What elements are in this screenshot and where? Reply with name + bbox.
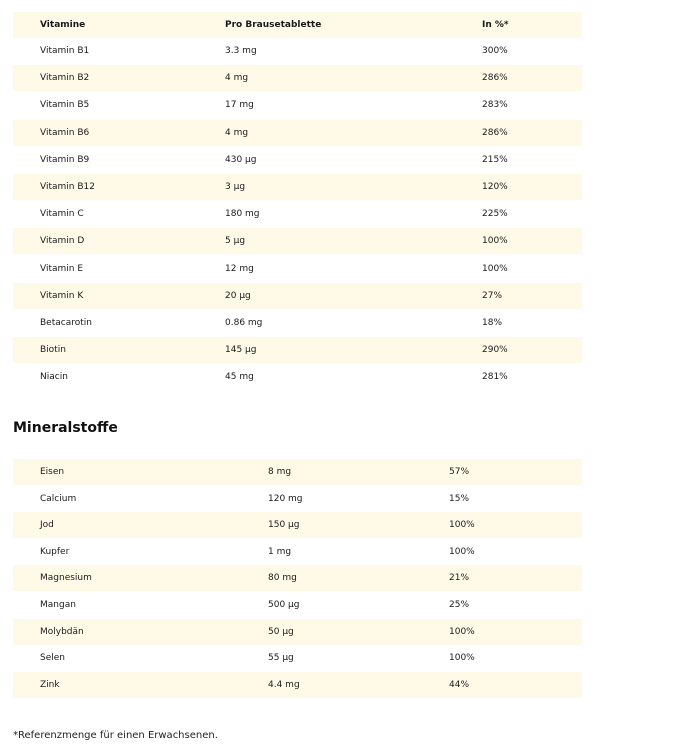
cell-name: Selen <box>40 653 65 664</box>
cell-percent: 215% <box>482 154 508 165</box>
cell-amount: 4 mg <box>225 127 249 138</box>
cell-amount: 3.3 mg <box>225 46 257 56</box>
cell-amount: 500 µg <box>268 600 300 610</box>
cell-percent: 100% <box>449 546 475 557</box>
cell-amount: 120 mg <box>268 493 303 504</box>
cell-name: Vitamin C <box>40 209 84 220</box>
table-row <box>13 120 582 146</box>
cell-amount: 17 mg <box>225 100 254 111</box>
cell-percent: 286% <box>482 73 508 84</box>
cell-name: Zink <box>40 679 60 690</box>
cell-amount: 8 mg <box>268 467 292 477</box>
cell-amount: 4 mg <box>225 73 249 84</box>
cell-amount: 80 mg <box>268 573 297 584</box>
table-row <box>13 283 582 309</box>
table-row <box>13 592 582 618</box>
cell-percent: 21% <box>449 573 470 584</box>
cell-percent: 100% <box>449 626 475 637</box>
reference-footnote: *Referenzmenge für einen Erwachsenen. <box>13 730 218 741</box>
cell-percent: 281% <box>482 372 508 383</box>
table-row <box>13 38 582 64</box>
cell-percent: 300% <box>482 46 508 56</box>
cell-percent: 15% <box>449 493 470 504</box>
cell-name: Vitamin D <box>40 236 85 247</box>
table-row <box>13 672 582 698</box>
cell-name: Kupfer <box>40 546 70 557</box>
cell-name: Vitamin B2 <box>40 73 90 84</box>
cell-amount: 145 µg <box>225 345 257 356</box>
cell-percent: 290% <box>482 345 508 356</box>
table-row <box>13 147 582 173</box>
table-row <box>13 256 582 282</box>
cell-name: Eisen <box>40 467 65 477</box>
cell-name: Vitamin K <box>40 290 84 301</box>
cell-percent: 44% <box>449 679 470 690</box>
cell-name: Magnesium <box>40 573 92 584</box>
cell-percent: 283% <box>482 100 508 111</box>
table-row <box>13 565 582 591</box>
cell-amount: 50 µg <box>268 626 294 637</box>
cell-amount: 12 mg <box>225 263 254 274</box>
cell-percent: 25% <box>449 600 470 610</box>
minerals-section-title: Mineralstoffe <box>13 420 118 436</box>
cell-amount: 4.4 mg <box>268 679 300 690</box>
cell-name: Vitamin B6 <box>40 127 90 138</box>
table-row <box>13 174 582 200</box>
cell-name: Molybdän <box>40 626 84 637</box>
cell-amount: 180 mg <box>225 209 260 220</box>
table-row <box>13 92 582 118</box>
table-row <box>13 619 582 645</box>
table-row <box>13 337 582 363</box>
vitamin-table-header <box>13 12 582 38</box>
cell-name: Biotin <box>40 345 66 356</box>
cell-amount: 430 µg <box>225 154 257 165</box>
cell-name: Niacin <box>40 372 68 383</box>
cell-amount: 55 µg <box>268 653 294 664</box>
cell-percent: 18% <box>482 318 503 328</box>
cell-amount: 0.86 mg <box>225 318 263 328</box>
header-in-percent: In %* <box>482 20 509 30</box>
cell-amount: 150 µg <box>268 520 300 531</box>
cell-percent: 57% <box>449 467 470 477</box>
cell-percent: 120% <box>482 182 508 192</box>
cell-amount: 3 µg <box>225 182 246 192</box>
cell-name: Vitamin B12 <box>40 182 95 192</box>
cell-name: Vitamin B1 <box>40 46 90 56</box>
table-row <box>13 310 582 336</box>
table-row <box>13 459 582 485</box>
header-vitamine: Vitamine <box>40 20 86 30</box>
cell-percent: 100% <box>482 236 508 247</box>
cell-amount: 1 mg <box>268 546 292 557</box>
table-row <box>13 201 582 227</box>
cell-percent: 100% <box>449 653 475 664</box>
table-row <box>13 645 582 671</box>
cell-percent: 100% <box>449 520 475 531</box>
table-row <box>13 228 582 254</box>
table-row <box>13 364 582 390</box>
cell-percent: 27% <box>482 290 503 301</box>
cell-name: Jod <box>40 520 54 531</box>
cell-percent: 100% <box>482 263 508 274</box>
table-row <box>13 539 582 565</box>
table-row <box>13 486 582 512</box>
cell-name: Vitamin E <box>40 263 84 274</box>
cell-percent: 286% <box>482 127 508 138</box>
cell-name: Calcium <box>40 493 77 504</box>
cell-name: Vitamin B9 <box>40 154 90 165</box>
cell-name: Mangan <box>40 600 76 610</box>
cell-amount: 20 µg <box>225 290 251 301</box>
cell-amount: 45 mg <box>225 372 254 383</box>
cell-percent: 225% <box>482 209 508 220</box>
cell-amount: 5 µg <box>225 236 246 247</box>
cell-name: Betacarotin <box>40 318 92 328</box>
header-pro-brausetablette: Pro Brausetablette <box>225 20 322 30</box>
cell-name: Vitamin B5 <box>40 100 90 111</box>
table-row <box>13 65 582 91</box>
table-row <box>13 512 582 538</box>
